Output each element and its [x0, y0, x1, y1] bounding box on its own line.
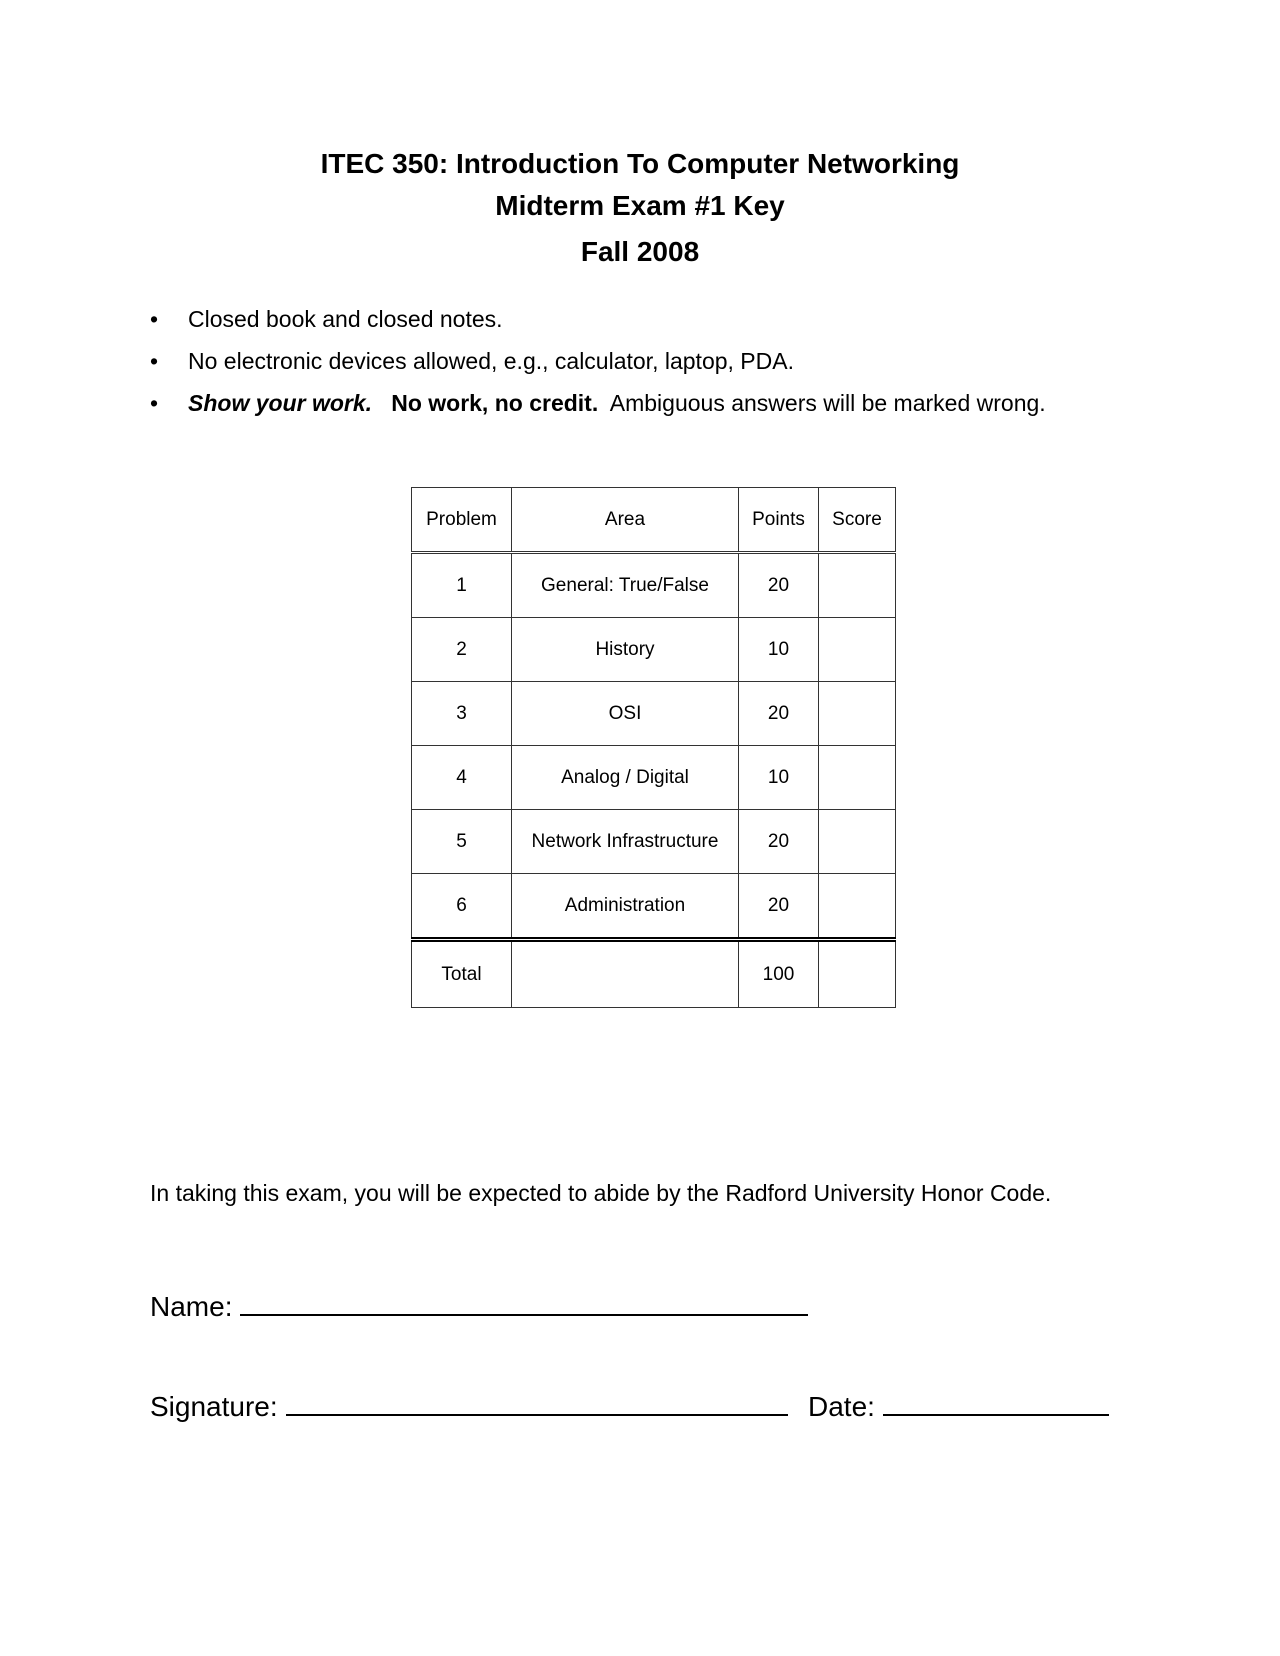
table-total-row — [412, 940, 896, 1008]
table-row — [412, 553, 896, 618]
table-row — [412, 810, 896, 874]
bullet-icon: • — [150, 348, 159, 374]
cell-area: General: True/False — [512, 553, 739, 618]
header-problem: Problem — [412, 488, 512, 553]
cell-score — [819, 874, 896, 940]
cell-score — [819, 682, 896, 746]
name-label: Name: — [150, 1291, 233, 1322]
honor-code-statement: In taking this exam, you will be expected to abide by the Radford University Honor Code. — [150, 1180, 1052, 1206]
ambiguous-text: Ambiguous answers will be marked wrong. — [609, 390, 1046, 416]
bullet-icon: • — [150, 390, 159, 416]
cell-score — [819, 746, 896, 810]
signature-blank[interactable] — [286, 1390, 788, 1416]
instruction-text: No electronic devices allowed, e.g., calculator, laptop, PDA. — [188, 348, 794, 374]
cell-score — [819, 618, 896, 682]
cell-area: Analog / Digital — [512, 746, 739, 810]
cell-points: 10 — [739, 746, 819, 810]
cell-problem: 5 — [412, 810, 512, 874]
exam-term: Fall 2008 — [580, 236, 700, 267]
cell-points: 20 — [739, 874, 819, 940]
total-label: Total — [412, 940, 512, 1008]
cell-problem: 2 — [412, 618, 512, 682]
table-row — [412, 874, 896, 940]
total-score — [819, 940, 896, 1008]
total-points: 100 — [739, 940, 819, 1008]
cell-points: 20 — [739, 810, 819, 874]
no-credit-text: No work, no credit. — [391, 390, 599, 416]
date-field[interactable] — [808, 1390, 1109, 1423]
table-row — [412, 746, 896, 810]
header-points: Points — [739, 488, 819, 553]
cell-problem: 3 — [412, 682, 512, 746]
date-blank[interactable] — [883, 1390, 1109, 1416]
cell-score — [819, 810, 896, 874]
total-area — [512, 940, 739, 1008]
header-score: Score — [819, 488, 896, 553]
signature-label: Signature: — [150, 1391, 278, 1422]
instruction-text — [188, 390, 1046, 417]
signature-field[interactable] — [150, 1390, 788, 1423]
cell-area: Network Infrastructure — [512, 810, 739, 874]
bullet-icon: • — [150, 306, 159, 332]
name-field[interactable] — [150, 1290, 808, 1323]
table-row — [412, 618, 896, 682]
cell-area: OSI — [512, 682, 739, 746]
score-table — [411, 487, 896, 1008]
name-blank[interactable] — [240, 1290, 808, 1316]
table-header-row — [412, 488, 896, 553]
cell-problem: 4 — [412, 746, 512, 810]
course-title: ITEC 350: Introduction To Computer Networking — [320, 148, 960, 179]
exam-title: Midterm Exam #1 Key — [495, 190, 785, 221]
header-area: Area — [512, 488, 739, 553]
cell-points: 20 — [739, 682, 819, 746]
cell-score — [819, 553, 896, 618]
cell-points: 10 — [739, 618, 819, 682]
cell-problem: 6 — [412, 874, 512, 940]
cell-problem: 1 — [412, 553, 512, 618]
cell-area: History — [512, 618, 739, 682]
instruction-text: Closed book and closed notes. — [188, 306, 503, 332]
table-row — [412, 682, 896, 746]
date-label: Date: — [808, 1391, 875, 1422]
show-work-text: Show your work. — [188, 390, 373, 416]
cell-points: 20 — [739, 553, 819, 618]
cell-area: Administration — [512, 874, 739, 940]
